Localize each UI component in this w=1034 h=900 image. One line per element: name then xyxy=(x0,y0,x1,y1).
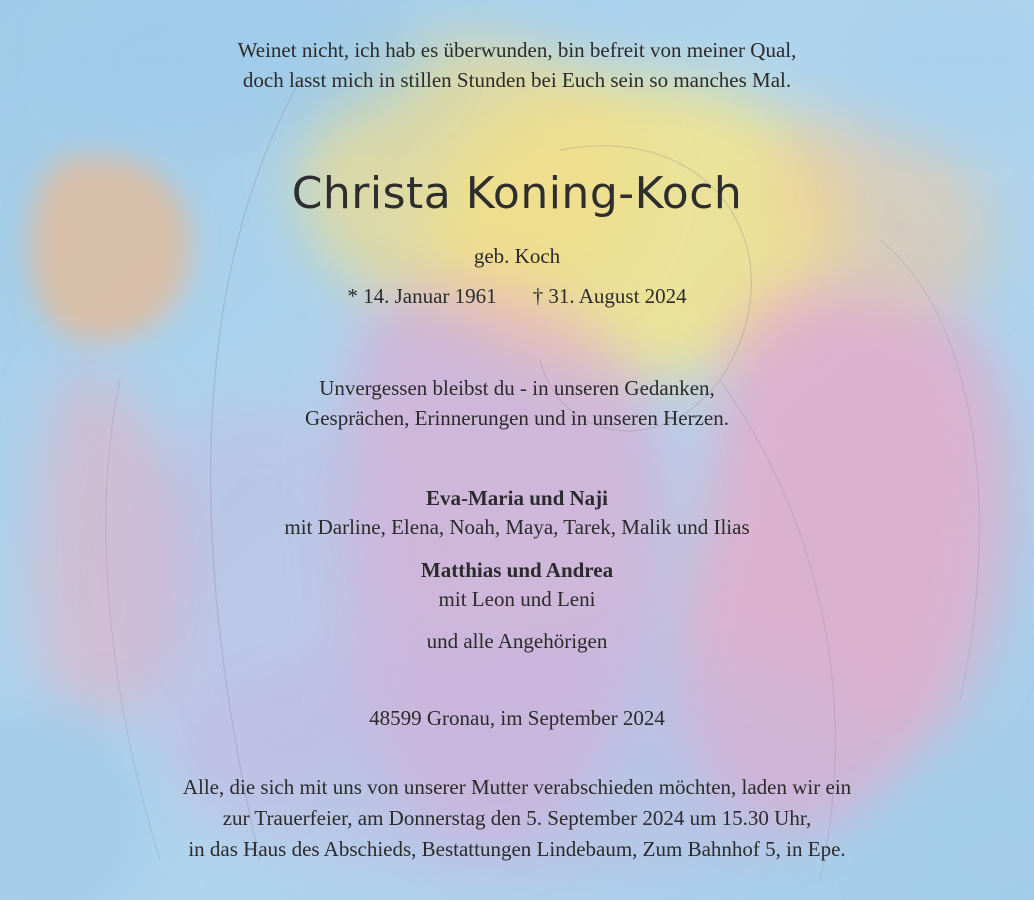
relatives: und alle Angehörigen xyxy=(426,629,608,653)
tribute-line-1: Unvergessen bleibst du - in unseren Gedanken, xyxy=(319,376,715,400)
birth-date: * 14. Januar 1961 xyxy=(347,284,497,308)
poem-line-2: doch lasst mich in stillen Stunden bei Euch sein so manches Mal. xyxy=(242,68,792,92)
ceremony-line-2: zur Trauerfeier, am Donnerstag den 5. September 2024 um 15.30 Uhr, xyxy=(222,806,812,830)
life-dates xyxy=(0,284,1034,309)
deceased-name: Christa Koning-Koch xyxy=(291,168,743,219)
birth-name: geb. Koch xyxy=(473,244,561,268)
family-group-1-children: mit Darline, Elena, Noah, Maya, Tarek, Malik und Ilias xyxy=(284,515,750,539)
death-date: † 31. August 2024 xyxy=(532,284,687,308)
ceremony-line-1: Alle, die sich mit uns von unserer Mutter verabschieden möchten, laden wir ein xyxy=(182,775,852,799)
poem-line-1: Weinet nicht, ich hab es überwunden, bin befreit von meiner Qual, xyxy=(237,38,797,62)
family-group-2-names: Matthias und Andrea xyxy=(420,558,614,582)
tribute-line-2: Gesprächen, Erinnerungen und in unseren Herzen. xyxy=(305,406,729,430)
family-group-2-children: mit Leon und Leni xyxy=(438,587,596,611)
place-date: 48599 Gronau, im September 2024 xyxy=(369,706,665,730)
family-group-1-names: Eva-Maria und Naji xyxy=(425,486,608,510)
ceremony-line-3: in das Haus des Abschieds, Bestattungen Lindebaum, Zum Bahnhof 5, in Epe. xyxy=(188,837,846,861)
